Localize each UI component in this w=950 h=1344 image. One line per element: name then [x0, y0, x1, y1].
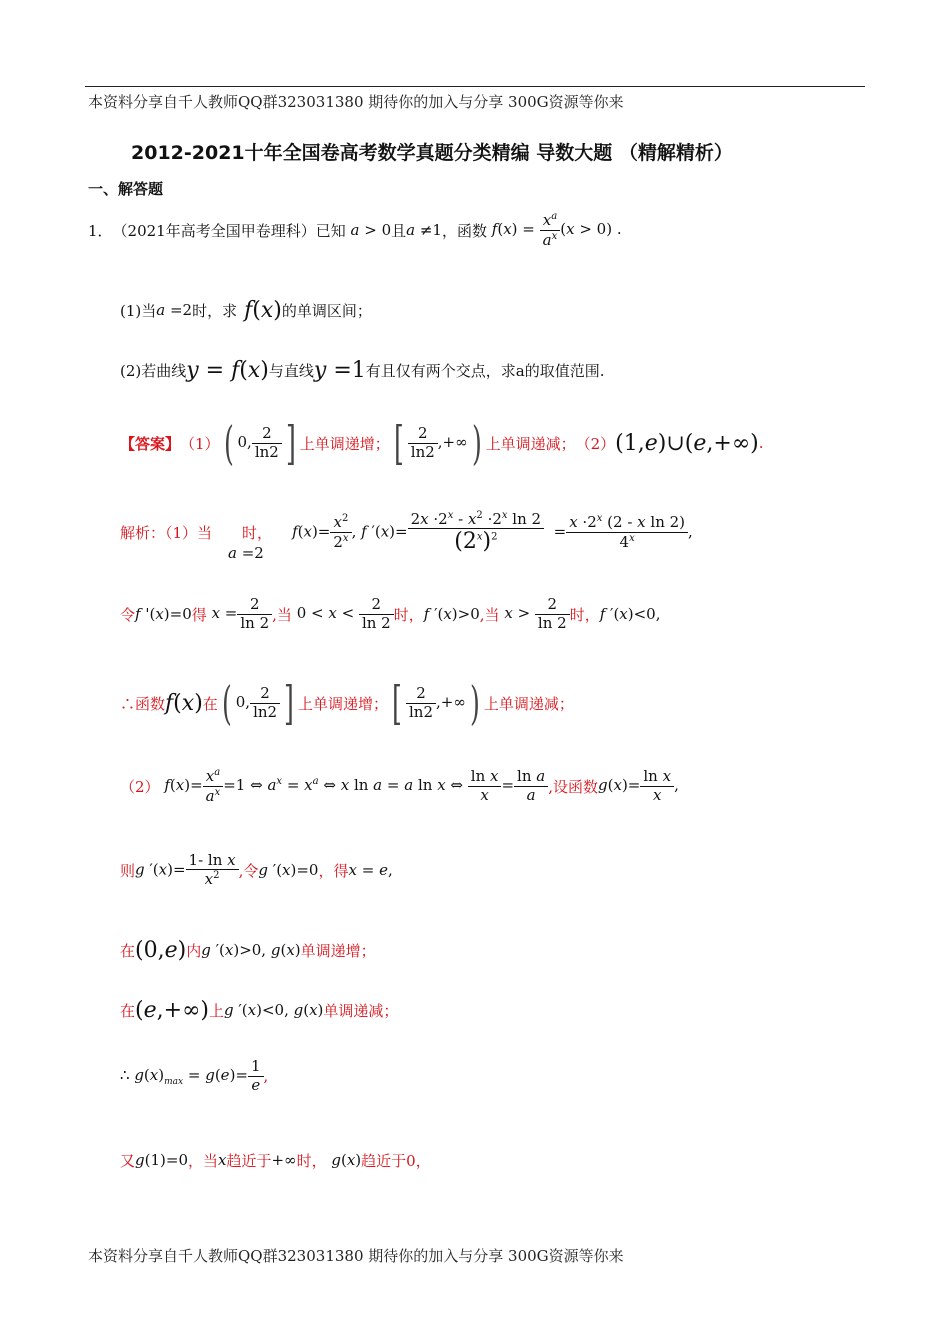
question-2: (2)若曲线 y = f(x) 与直线 y =1 有且仅有两个交点，求a的取值范围.: [120, 357, 605, 383]
solution-line-9: 又 g(1)=0 ，当 x 趋近于 +∞ 时， g(x) 趋近于0，: [120, 1151, 431, 1170]
function-definition: f(x) = $\frac{x^a}{a^x}$ (x > 0) .: [491, 211, 622, 249]
solution-line-1: 解析：（1）当 时， f(x)= $\frac{x^2}{2^x}$ , f ′(x)= $\frac{2x \cdot 2^x - x^2 \cdot 2^x \ln 2}{(2^x)^2}$ = $\frac{x \cdot 2^x (2 - x \ln 2)}{4^x}$ ,: [120, 509, 693, 554]
condition-a-positive: a > 0: [350, 221, 392, 239]
solution-line-8: ∴ $g(x)_{max} = g(e)=$ $\frac{1}{e}$ ,: [120, 1057, 269, 1094]
answer-label: 【答案】: [120, 434, 181, 453]
page-header: 本资料分享自千人教师QQ群323031380 期待你的加入与分享 300G资源等你来: [88, 93, 624, 111]
condition-a-equals-2: a =2: [228, 544, 264, 562]
condition-a-not-one: a ≠1: [406, 221, 442, 239]
solution-line-7: 在 (e,+∞) 上 g ′(x)<0, g(x) 单调递减；: [120, 997, 399, 1023]
document-title: 2012-2021十年全国卷高考数学真题分类精编 导数大题 （精解精析）: [131, 142, 733, 164]
solution-line-2: 令 f '(x)=0 得 x = $\frac{2}{\ln 2}$ ,当 0 < x < $\frac{2}{\ln 2}$ 时， f ′(x)>0 ,当 x > $\frac{2}{\ln 2}$ 时， f ′(x)<0,: [120, 595, 661, 632]
problem-number: 1．: [88, 221, 113, 240]
solution-line-6: 在 (0,e) 内 g ′(x)>0, g(x) 单调递增；: [120, 937, 376, 963]
solution-line-5: 则 g ′(x)= $\frac{\text{1- ln x}}{x^2}$ ,令 g ′(x)=0 ，得 x = e,: [120, 850, 393, 888]
solution-line-3: ∴函数 f(x) 在 ( 0, $\frac{2}{\ln 2}$ ] 上单调递增； [ $\frac{2}{\ln 2}$ ,+∞) 上单调递减；: [120, 676, 574, 730]
section-heading: 一、解答题: [88, 180, 164, 198]
condition-func-label: ，函数: [441, 221, 487, 240]
page-footer: 本资料分享自千人教师QQ群323031380 期待你的加入与分享 300G资源等你来: [88, 1247, 624, 1265]
problem-source: （2021年高考全国甲卷理科）已知: [112, 221, 346, 240]
problem-statement: [88, 204, 622, 256]
question-1: (1)当 a =2 时，求 f(x) 的单调区间；: [120, 297, 372, 323]
solution-line-4: （2） f(x)= $\frac{x^a}{a^x}$ =1 ⇔ $a^x = x^a$ ⇔ x ln a = a ln x ⇔ $\frac{\text{ln x}}{x}$ = $\frac{\text{ln a}}{a}$ ,设函数 g(x)= $\frac{\text{ln x}}{x}$ ,: [120, 767, 679, 805]
header-rule: [85, 86, 865, 87]
answer-line: 【答案】 （1） ( 0, $\frac{2}{\ln 2}$ ] 上单调递增； [ $\frac{2}{\ln 2}$ ,+∞) 上单调递减； （2） (1,e)∪(e,+∞) .: [120, 416, 764, 470]
condition-and: 且: [391, 221, 407, 240]
